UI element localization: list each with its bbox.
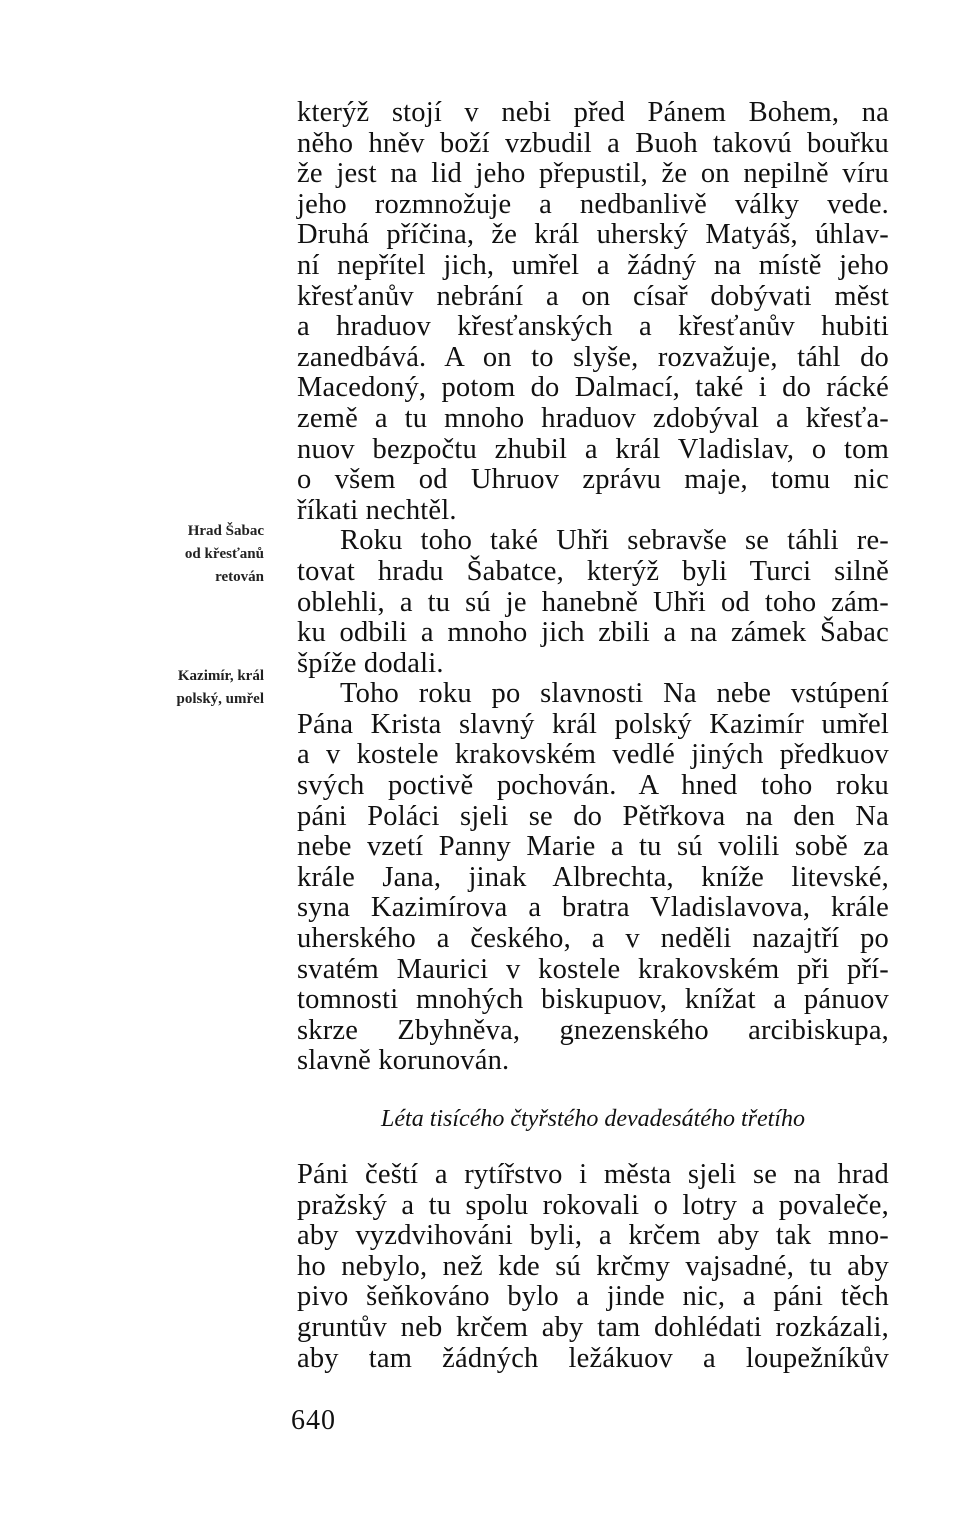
text-line: pražský a tu spolu rokovali o lotry a povaleče, [297, 1189, 889, 1221]
text-line: Druhá příčina, že král uherský Matyáš, úhlav- [297, 219, 889, 251]
text-line: svých poctivě pochován. A hned toho roku [297, 770, 889, 802]
text-line: páni Poláci sjeli se do Pětřkova na den Na [297, 800, 889, 832]
margin-note-line: od křesťanů [184, 546, 264, 562]
text-line: uherského a českého, a v neděli nazajtří po [297, 923, 889, 955]
text-line: aby tam žádných ležákuov a loupežníkův [297, 1342, 889, 1374]
main-text-block [297, 98, 889, 1077]
margin-note-line: Kazimír, král [177, 668, 264, 684]
margin-note-sabac [140, 520, 264, 589]
text-line: aby vyzdvihováni byli, a krčem aby tak mno- [297, 1220, 889, 1252]
text-line: oblehli, a tu sú je hanebně Uhři od toho zám- [297, 586, 889, 618]
text-line: říkati nechtěl. [297, 494, 457, 526]
text-line: krále Jana, jinak Albrechta, kníže litevské, [297, 861, 889, 893]
text-line: ku odbili a mnoho jich zbili a na zámek Šabac [297, 617, 889, 649]
text-line: pivo šeňkováno bylo a jinde nic, a páni těch [297, 1281, 889, 1313]
margin-note-line: retován [215, 569, 264, 585]
text-line: tovat hradu Šabatce, kterýž byli Turci silně [297, 555, 889, 587]
text-line: zanedbává. A on to slyše, rozvažuje, táhl do [297, 341, 889, 373]
text-line: země a tu mnoho hraduov zdobýval a křesťa- [297, 402, 889, 434]
text-line: svatém Maurici v kostele krakovském při pří- [297, 953, 889, 985]
text-line: ho nebylo, než kde sú krčmy vajsadné, tu aby [297, 1250, 889, 1282]
text-line: a hraduov křesťanských a křesťanův hubiti [297, 311, 889, 343]
text-line: nuov bezpočtu zhubil a král Vladislav, o tom [297, 433, 889, 465]
text-line: něho hněv boží vzbudil a Buoh takovú bouřku [297, 127, 889, 159]
text-line: tomnosti mnohých biskupuov, knížat a pánuov [297, 984, 889, 1016]
text-line: Pána Krista slavný král polský Kazimír umřel [297, 708, 889, 740]
section-heading: Léta tisícého čtyřstého devadesátého třetího [381, 1106, 805, 1132]
text-line: křesťanův nebrání a on císař dobývati měst [297, 280, 889, 312]
text-line: Páni čeští a rytířstvo i města sjeli se na hrad [297, 1159, 889, 1190]
text-line: skrze Zbyhněva, gnezenského arcibiskupa, [297, 1014, 889, 1046]
text-line: a v kostele krakovském vedlé jiných předkuov [297, 739, 889, 771]
margin-note-line: Hrad Šabac [187, 523, 264, 539]
text-line: kterýž stojí v nebi před Pánem Bohem, na [297, 97, 889, 128]
text-line: syna Kazimírova a bratra Vladislavova, krále [297, 892, 889, 924]
text-line: slavně korunován. [297, 1045, 510, 1077]
page-number: 640 [291, 1405, 336, 1436]
text-line: ní nepřítel jich, umřel a žádný na místě jeho [297, 249, 889, 281]
paragraph-start-line: Toho roku po slavnosti Na nebe vstúpení [340, 678, 889, 710]
text-line: jeho rozmnožuje a nedbanlivě války vede. [297, 188, 889, 220]
margin-note-line: polský, umřel [176, 691, 264, 707]
text-line: že jest na lid jeho přepustil, že on nepilně víru [297, 158, 889, 190]
text-line: špíže dodali. [297, 647, 444, 679]
text-line: nebe vzetí Panny Marie a tu sú volili sobě za [297, 831, 889, 863]
text-line: gruntův neb krčem aby tam dohlédati rozkázali, [297, 1311, 889, 1343]
paragraph-start-line: Roku toho také Uhři sebravše se táhli re- [340, 525, 889, 557]
text-line: o všem od Uhruov zprávu maje, tomu nic [297, 464, 889, 496]
text-line: Macedoný, potom do Dalmací, také i do rácké [297, 372, 889, 404]
margin-note-kazimir [140, 665, 264, 711]
section-text-block [297, 1160, 889, 1374]
